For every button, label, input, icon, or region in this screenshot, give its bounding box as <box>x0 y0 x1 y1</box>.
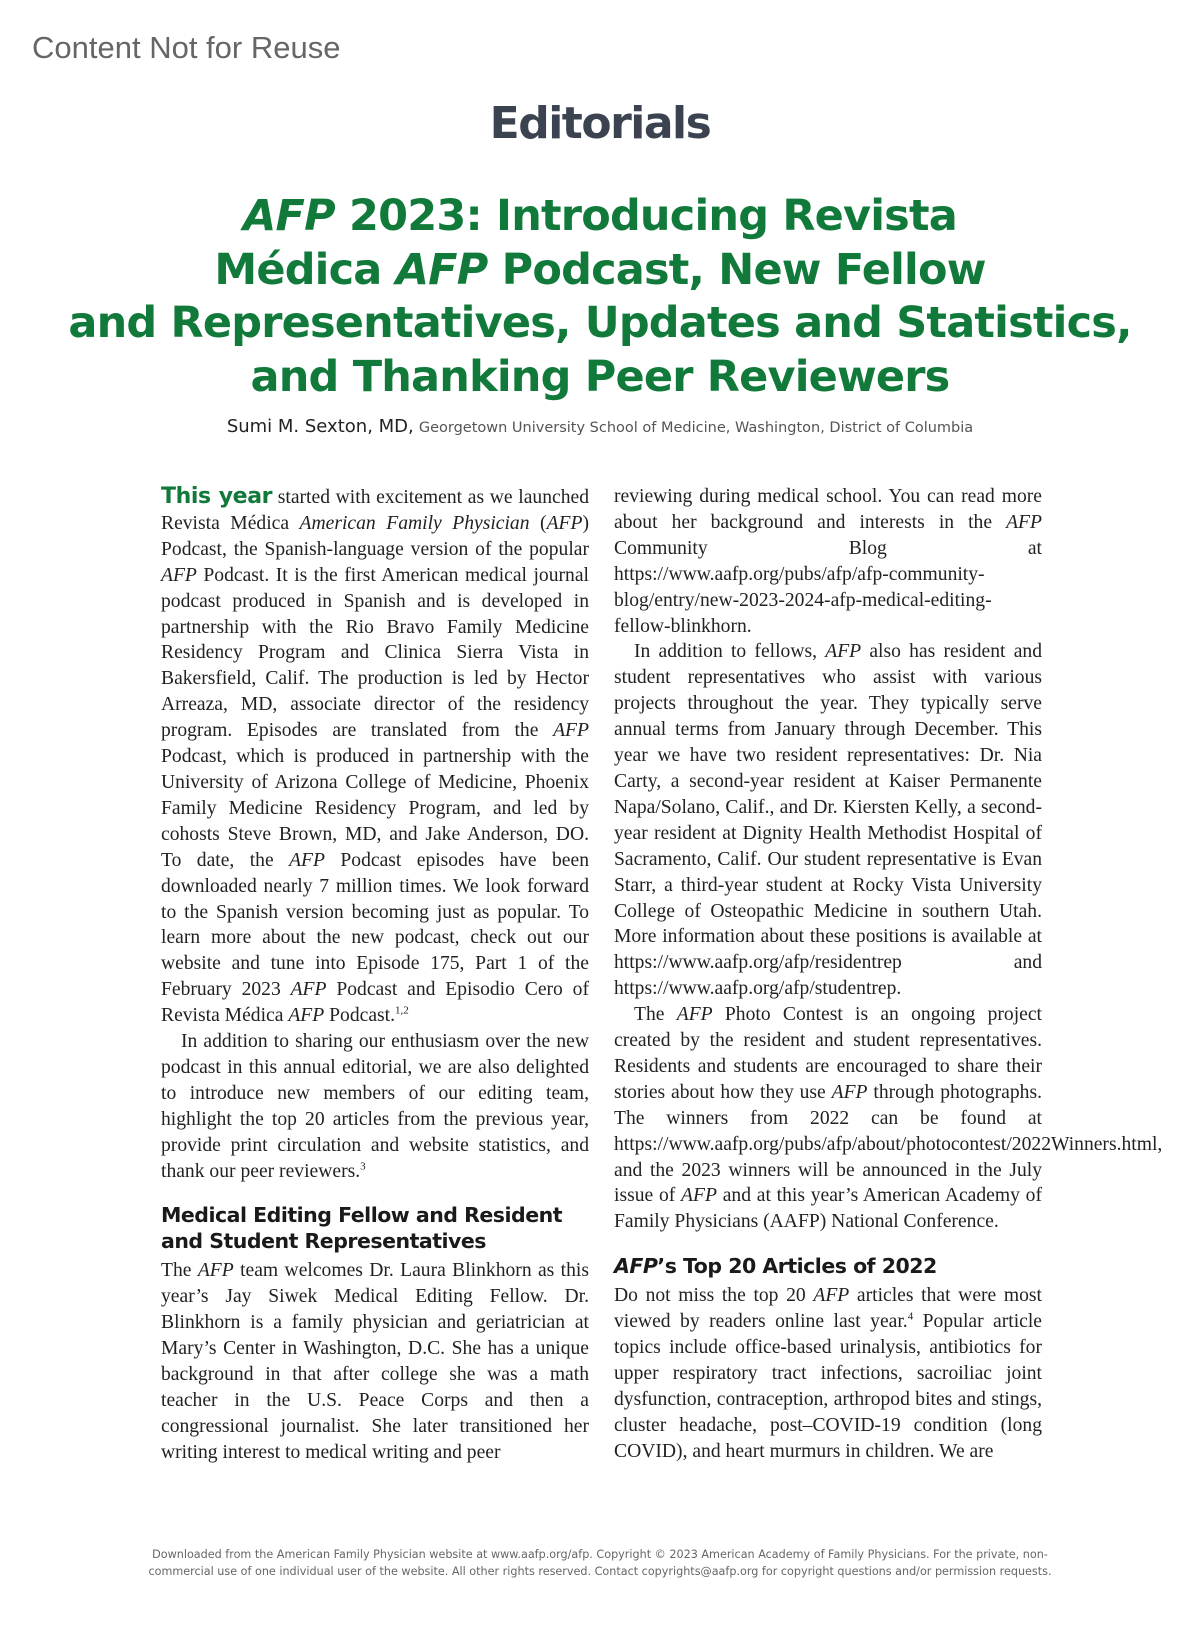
byline <box>0 416 1200 437</box>
journal-abbrev: AFP <box>831 1081 868 1103</box>
paragraph <box>614 1283 1042 1464</box>
section-heading <box>614 1253 1042 1279</box>
text-run: Popular article topics include office-based urinalysis, antibiotics for upper respiratory tract infections, sacroiliac joint dysfunction, contraception, arthropod bites and stings, cluster headache, post–COVID-19 condition (long COVID), and heart murmurs in children. We are <box>614 1311 1042 1462</box>
text-run: Podcast. <box>324 1005 395 1027</box>
title-line-4: and Thanking Peer Reviewers <box>250 351 950 402</box>
citation-ref: 1,2 <box>394 1004 409 1017</box>
title-line-1-text: 2023: Introducing Revista <box>334 191 957 241</box>
journal-abbrev: AFP <box>825 641 862 663</box>
footer-line-2: commercial use of one individual user of the website. All other rights reserved. Contact copyrights@aafp.org for copyright questions and/or permission requests. <box>148 1565 1052 1578</box>
title-line-1 <box>60 190 1140 244</box>
author-affiliation: Georgetown University School of Medicine, Washington, District of Columbia <box>418 420 974 436</box>
text-run: team welcomes Dr. Laura Blinkhorn as this year’s Jay Siwek Medical Editing Fellow. Dr. Blinkhorn is a family physician and geriatrician at Mary’s Center in Washington, D.C. She has a unique background in that after college she was a math teacher in the U.S. Peace Corps and then a congressional journalist. She later transitioned her writing interest to medical writing and peer <box>161 1260 589 1463</box>
journal-abbrev: AFP <box>161 564 197 586</box>
journal-abbrev: AFP <box>197 1260 234 1282</box>
journal-abbrev: AFP <box>681 1185 717 1207</box>
text-run: Community Blog at https://www.aafp.org/pubs/afp/afp-community-blog/entry/new-2023-2024-afp-medical-editing-fellow-blinkhorn. <box>614 537 1042 637</box>
section-label: Editorials <box>489 98 711 149</box>
text-run: Photo Contest is an ongoing project created by the resident and student representatives. Residents and students are encouraged to share their stories about how they use <box>614 1004 1042 1103</box>
text-run: In addition to sharing our enthusiasm over the new podcast in this annual editorial, we are also delighted to introduce new members of our editing team, highlight the top 20 articles from the previous year, provide print circulation and website statistics, and thank our peer reviewers. <box>161 1031 589 1182</box>
text-run: reviewing during medical school. You can read more about her background and interests in the <box>614 486 1042 533</box>
journal-abbrev: AFP <box>289 849 325 871</box>
footer-line-1: Downloaded from the American Family Physician website at www.aafp.org/afp. Copyright © 2023 American Academy of Family Physicians. For the private, non- <box>152 1548 1048 1561</box>
paragraph <box>614 639 1042 1002</box>
heading-text: ’s Top 20 Articles of 2022 <box>657 1254 937 1279</box>
title-line-2 <box>60 244 1140 298</box>
journal-abbrev: AFP <box>288 1005 325 1027</box>
citation-ref: 4 <box>907 1310 914 1323</box>
journal-abbrev: AFP <box>676 1004 713 1026</box>
paragraph <box>161 1258 589 1465</box>
text-run: through photographs. The winners from 2022 can be found at https://www.aafp.org/pubs/afp/about/photocontest/2022Winners.html, and the 2023 winners will be announced in the July issue of <box>614 1081 1163 1207</box>
journal-abbrev: AFP <box>813 1285 850 1307</box>
watermark-text: Content Not for Reuse <box>32 30 341 65</box>
copyright-footer <box>60 1546 1140 1580</box>
text-run: ) Podcast, the Spanish-language version of the popular <box>161 512 589 560</box>
journal-abbrev: AFP <box>1006 511 1042 533</box>
text-run: In addition to fellows, <box>634 641 826 663</box>
text-run: The <box>634 1004 677 1026</box>
text-run: articles that were most viewed by readers online last year. <box>614 1285 1042 1333</box>
citation-ref: 3 <box>360 1160 366 1173</box>
journal-abbrev: AFP <box>553 720 589 742</box>
right-column <box>614 484 1163 1465</box>
title-journal-abbrev: AFP <box>395 244 488 295</box>
text-run: also has resident and student representatives who assist with various projects throughout the year. They typically serve annual terms from January through December. This year we have two resident representatives: Dr. Nia Carty, a second-year resident at Kaiser Permanente Napa/Solano, Calif., and Dr. Kiersten Kelly, a second-year resident at Dignity Health Methodist Hospital of Sacramento, Calif. Our student representative is Evan Starr, a third-year student at Rocky Vista University College of Osteopathic Medicine in southern Utah. More information about these positions is available at https://www.aafp.org/afp/residentrep and https://www.aafp.org/afp/studentrep. <box>614 641 1043 1000</box>
text-run: started with excitement as we launched Revista Médica <box>161 487 589 534</box>
paragraph <box>161 1029 589 1184</box>
text-run: Podcast, which is produced in partnership with the University of Arizona College of Medicine, Phoenix Family Medicine Residency Program, and led by cohosts Steve Brown, MD, and Jake Anderson, DO. To date, the <box>161 746 589 871</box>
journal-abbrev: AFP <box>546 512 583 534</box>
text-run: Podcast episodes have been downloaded nearly 7 million times. We look forward to the Spanish version becoming just as popular. To learn more about the new podcast, check out our website and tune into Episode 175, Part 1 of the February 2023 <box>161 849 590 1001</box>
text-run: Podcast. It is the first American medical journal podcast produced in Spanish and is developed in partnership with the Rio Bravo Family Medicine Residency Program and Clinica Sierra Vista in Bakersfield, Calif. The production is led by Hector Arreaza, MD, associate director of the residency program. Episodes are translated from the <box>161 564 589 742</box>
journal-name: American Family Physician <box>299 512 530 534</box>
text-run: The <box>161 1260 198 1282</box>
text-run: and at this year’s American Academy of Family Physicians (AAFP) National Conference. <box>614 1185 1042 1233</box>
journal-abbrev: AFP <box>290 979 327 1001</box>
title-line-2-text-c: Podcast, New Fellow <box>487 244 986 295</box>
paragraph <box>614 484 1042 639</box>
title-line-3: and Representatives, Updates and Statistics, <box>68 298 1132 348</box>
article-title <box>60 190 1140 404</box>
left-column <box>161 484 589 1466</box>
author-name: Sumi M. Sexton, MD, <box>226 416 414 437</box>
paragraph <box>614 1002 1163 1235</box>
text-run: Do not miss the top 20 <box>614 1285 814 1307</box>
journal-abbrev: AFP <box>614 1254 658 1279</box>
lead-in: This year <box>161 484 273 509</box>
text-run: Podcast and Episodio Cero of Revista Médica <box>161 979 589 1027</box>
title-journal-abbrev: AFP <box>243 191 335 241</box>
section-heading: Medical Editing Fellow and Resident and Student Representatives <box>161 1203 563 1254</box>
title-line-2-text-a: Médica <box>214 244 396 295</box>
text-run: ( <box>529 512 547 534</box>
paragraph <box>161 484 589 1029</box>
